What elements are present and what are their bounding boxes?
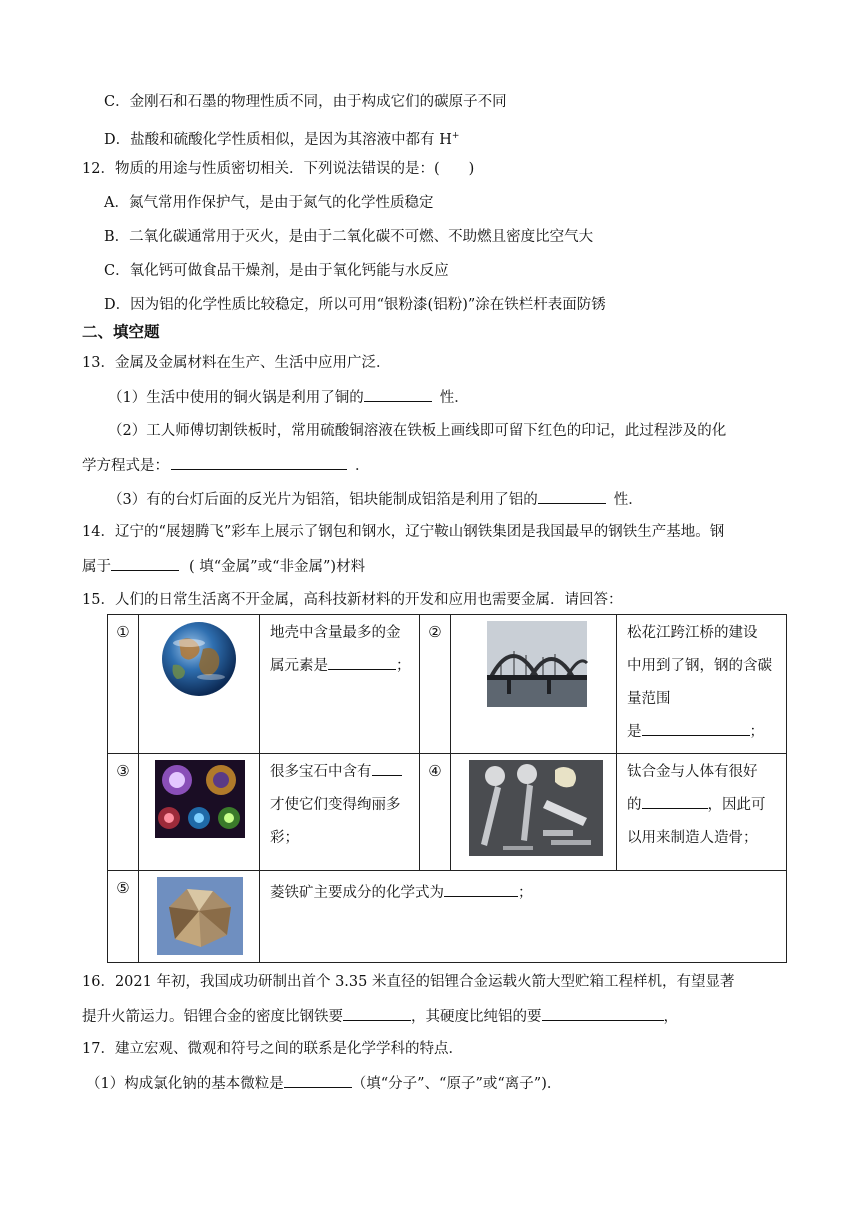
gemstones-image	[139, 760, 259, 844]
q15-table	[107, 614, 787, 963]
q15-item4-blank[interactable]	[642, 794, 708, 809]
q15-item3-number: ③	[108, 754, 139, 871]
q15-item2-number: ②	[420, 615, 451, 754]
q15-item2-text-a: 松花江跨江桥的建设	[627, 625, 758, 641]
q13-part3-blank[interactable]	[538, 489, 606, 504]
q15-item5-blank[interactable]	[444, 882, 518, 897]
q15-item2-text-e: ；	[749, 724, 764, 740]
q16-blank-2[interactable]	[542, 1006, 664, 1021]
q15-row-1	[108, 615, 787, 754]
q12-stem: 12．物质的用途与性质密切相关．下列说法错误的是：( )	[82, 161, 475, 177]
q14-blank[interactable]	[111, 556, 179, 571]
q17-part1	[86, 1073, 561, 1094]
q16-line1: 16．2021 年初，我国成功研制出首个 3.35 米直径的铝锂合金运载火箭大型贮箱工程样机，有望显著	[82, 974, 735, 990]
q15-item5-text-b: ；	[518, 885, 533, 901]
earth-image	[139, 619, 259, 699]
q13-part2-line2	[82, 455, 370, 476]
q13-part3	[108, 489, 643, 510]
q13-part2-text-b: ．	[355, 458, 370, 474]
q15-item4-line2	[627, 789, 782, 822]
q12-option-b: B．二氧化碳通常用于灭火，是由于二氧化碳不可燃、不助燃且密度比空气大	[104, 229, 594, 245]
q13-stem: 13．金属及金属材料在生产、生活中应用广泛．	[82, 355, 391, 371]
q15-item5-number: ⑤	[108, 871, 139, 963]
q11-option-d-text: D．盐酸和硫酸化学性质相似，是因为其溶液中都有 H	[104, 132, 452, 148]
q17-stem: 17．建立宏观、微观和符号之间的联系是化学学科的特点．	[82, 1041, 463, 1057]
q11-option-c: C．金刚石和石墨的物理性质不同，由于构成它们的碳原子不同	[104, 94, 507, 110]
q15-item5-text-a: 菱铁矿主要成分的化学式为	[270, 885, 444, 901]
bridge-image	[451, 621, 616, 713]
q13-part2-line1: （2）工人师傅切割铁板时，常用硫酸铜溶液在铁板上画线即可留下红色的印记，此过程涉及的化	[108, 423, 727, 439]
q13-part1-text-a: （1）生活中使用的铜火锅是利用了铜的	[108, 390, 364, 406]
q15-item4-picture-cell	[451, 754, 617, 871]
q15-item1-text-c: ；	[396, 658, 411, 674]
q13-part3-text-b: 性．	[613, 492, 643, 508]
q13-part3-text-a: （3）有的台灯后面的反光片为铝箔，铝块能制成铝箔是利用了铝的	[108, 492, 538, 508]
titanium-implants-image	[451, 760, 616, 860]
q15-item3-text-c: 彩；	[270, 830, 299, 846]
q15-stem: 15．人们的日常生活离不开金属，高科技新材料的开发和应用也需要金属．请回答：	[82, 592, 623, 608]
q17-part1-blank[interactable]	[284, 1073, 352, 1088]
q16-line2	[82, 1006, 678, 1027]
q15-item4-number: ④	[420, 754, 451, 871]
q16-text-c: ，	[663, 1009, 678, 1025]
q11-option-d-superscript: +	[451, 131, 460, 141]
q16-blank-1[interactable]	[343, 1006, 411, 1021]
q11-option-d	[104, 126, 459, 150]
q15-item3-picture-cell	[139, 754, 260, 871]
q12-option-a: A．氮气常用作保护气，是由于氮气的化学性质稳定	[104, 195, 434, 211]
q15-item3-text	[260, 754, 420, 871]
q15-item5-text	[260, 871, 787, 963]
q15-item1-text	[260, 615, 420, 754]
q15-item2-text	[617, 615, 787, 754]
q15-item2-text-c: 量范围	[627, 691, 671, 707]
q12-option-d: D．因为铝的化学性质比较稳定，所以可用“银粉漆(铝粉)”涂在铁栏杆表面防锈	[104, 297, 606, 313]
q15-item2-line4	[627, 716, 782, 749]
q15-item4-text-c: ，因此可	[707, 797, 766, 813]
q17-part1-text-a: （1）构成氯化钠的基本微粒是	[86, 1076, 284, 1092]
q17-part1-text-b: （填“分子”、“原子”或“离子”)．	[351, 1076, 562, 1092]
q15-item4-text-a: 钛合金与人体有很好	[627, 764, 758, 780]
section-title-fill-in: 二、填空题	[82, 323, 160, 341]
q15-item4-text-d: 以用来制造人造骨；	[627, 830, 758, 846]
q15-row-2	[108, 754, 787, 871]
siderite-ore-image	[139, 877, 259, 961]
q16-text-b: ，其硬度比纯铝的要	[411, 1009, 542, 1025]
q15-item3-line1	[270, 756, 415, 789]
q15-item4-text-b: 的	[627, 797, 642, 813]
q13-part2-text-a: 学方程式是：	[82, 458, 169, 474]
q14-text-b: ( 填“金属”或“非金属”)材料	[189, 559, 366, 575]
q15-item4-text	[617, 754, 787, 871]
q13-part1	[108, 387, 469, 408]
q15-item2-text-b: 中用到了钢，钢的含碳	[627, 658, 772, 674]
q15-item1-blank[interactable]	[328, 655, 396, 670]
q15-item5-picture-cell	[139, 871, 260, 963]
q15-item3-blank[interactable]	[372, 761, 402, 776]
q15-item1-number: ①	[108, 615, 139, 754]
q13-part1-text-b: 性．	[439, 390, 469, 406]
q15-item2-blank[interactable]	[642, 721, 750, 736]
q15-row-3	[108, 871, 787, 963]
q12-option-c: C．氧化钙可做食品干燥剂，是由于氧化钙能与水反应	[104, 263, 449, 279]
q14-text-a: 属于	[82, 559, 111, 575]
q15-item1-line2	[270, 650, 415, 683]
q13-part1-blank[interactable]	[364, 387, 432, 402]
q15-item3-text-a: 很多宝石中含有	[270, 764, 372, 780]
q16-text-a: 提升火箭运力。铝锂合金的密度比钢铁要	[82, 1009, 343, 1025]
q15-item1-picture-cell	[139, 615, 260, 754]
q15-item1-text-a: 地壳中含量最多的金	[270, 625, 401, 641]
q15-item3-text-b: 才使它们变得绚丽多	[270, 797, 401, 813]
q15-item2-text-d: 是	[627, 724, 642, 740]
q13-part2-blank[interactable]	[171, 455, 347, 470]
q14-line2	[82, 556, 365, 577]
q14-line1: 14．辽宁的“展翅腾飞”彩车上展示了钢包和钢水，辽宁鞍山钢铁集团是我国最早的钢铁生产基地。钢	[82, 524, 725, 540]
q15-item2-picture-cell	[451, 615, 617, 754]
q15-item1-text-b: 属元素是	[270, 658, 328, 674]
